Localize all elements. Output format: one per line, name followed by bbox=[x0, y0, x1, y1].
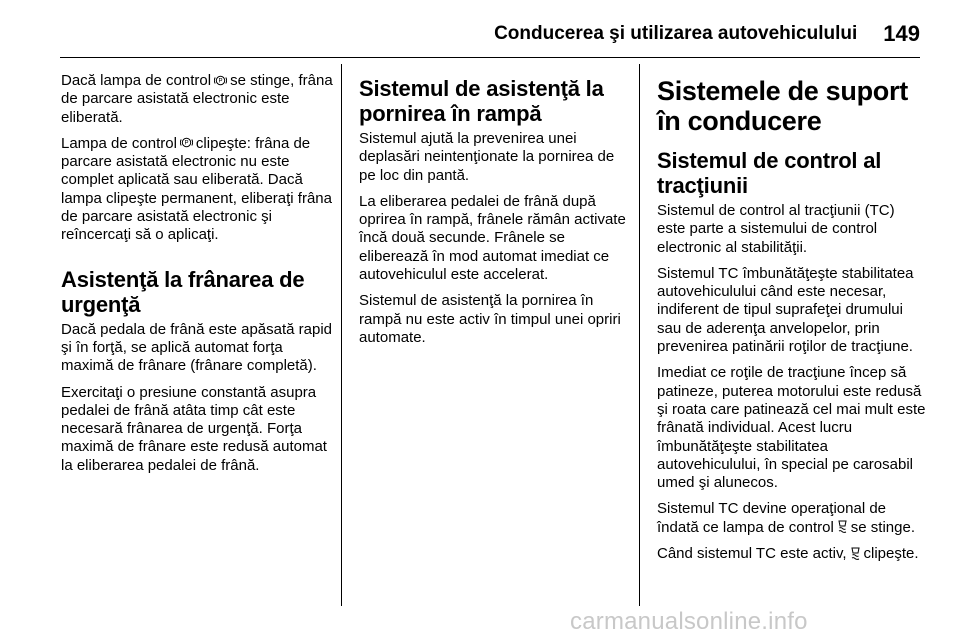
chapter-heading: Sistemele de suport în conducere bbox=[657, 76, 908, 136]
paragraph: Imediat ce roţile de tracţiune încep să patineze, puterea motorului este redusă şi roata care patinează cel mai mult este frânată individual. Acest lucru îmbunătăţeşte stabilitatea autovehiculului, în special pe carosabil umed şi alunecos. bbox=[657, 364, 926, 492]
column-divider bbox=[341, 64, 342, 606]
svg-text:P: P bbox=[184, 141, 189, 148]
paragraph: Exercitaţi o presiune constantă asupra pedalei de frână atâta timp cât este necesară frânarea de urgenţă. Forţa maximă de frânare este redusă automat la eliberarea pedalei de frână. bbox=[61, 383, 327, 474]
traction-control-icon bbox=[837, 520, 848, 535]
paragraph: Sistemul ajută la prevenirea unei deplasări neintenţionate la pornirea de pe loc din pantă. bbox=[359, 130, 615, 184]
column-divider bbox=[639, 64, 640, 606]
paragraph: Sistemul de control al tracţiunii (TC) este parte a sistemului de control electronic al stabilităţii. bbox=[657, 202, 895, 256]
traction-control-icon bbox=[850, 547, 861, 562]
paragraph: Când sistemul TC este activ, clipeşte. bbox=[657, 545, 919, 563]
paragraph: Sistemul de asistenţă la pornirea în rampă nu este activ în timpul unei opriri automate. bbox=[359, 292, 621, 346]
page-number: 149 bbox=[883, 21, 920, 46]
watermark: carmanualsonline.info bbox=[570, 608, 808, 635]
header-rule bbox=[60, 57, 920, 58]
column-middle bbox=[359, 76, 628, 355]
paragraph: Lampa de control P clipeşte: frâna de parcare asistată electronic nu este complet aplicată sau eliberată. Dacă lampa clipeşte permanent, eliberaţi frâna de parcare asistată electronic şi reîncercaţi să o aplicaţi. bbox=[61, 134, 332, 244]
parking-brake-warning-icon bbox=[180, 136, 193, 151]
column-right bbox=[657, 76, 927, 571]
paragraph: Dacă lampa de control P se stinge, frâna de parcare asistată electronic este eliberată. bbox=[61, 72, 333, 126]
paragraph: La eliberarea pedalei de frână după oprirea în rampă, frânele rămân activate încă două secunde. Frânele se eliberează în mod automat imediat ce autovehiculul este accelerat. bbox=[359, 192, 626, 284]
section-heading: Sistemul de control al tracţiunii bbox=[657, 148, 882, 198]
section-heading: Asistenţă la frânarea de urgenţă bbox=[61, 266, 305, 317]
svg-text:P: P bbox=[218, 78, 223, 85]
paragraph: Dacă pedala de frână este apăsată rapid şi în forţă, se aplică automat forţa maximă de frânare (frânare completă). bbox=[61, 320, 333, 375]
section-heading: Sistemul de asistenţă la pornirea în rampă bbox=[359, 76, 604, 126]
column-left bbox=[61, 72, 333, 483]
paragraph: Sistemul TC îmbunătăţeşte stabilitatea autovehiculului când este necesar, indiferent de tipul suprafeţei drumului sau de aderenţa anvelopelor, prin prevenirea patinării roţilor de tracţiune. bbox=[657, 264, 914, 356]
parking-brake-warning-icon bbox=[214, 74, 227, 89]
page-header bbox=[60, 16, 920, 52]
header-title: Conducerea şi utilizarea autovehiculului bbox=[494, 23, 858, 44]
paragraph: Sistemul TC devine operaţional de îndată ce lampa de control se stinge. bbox=[657, 500, 915, 536]
